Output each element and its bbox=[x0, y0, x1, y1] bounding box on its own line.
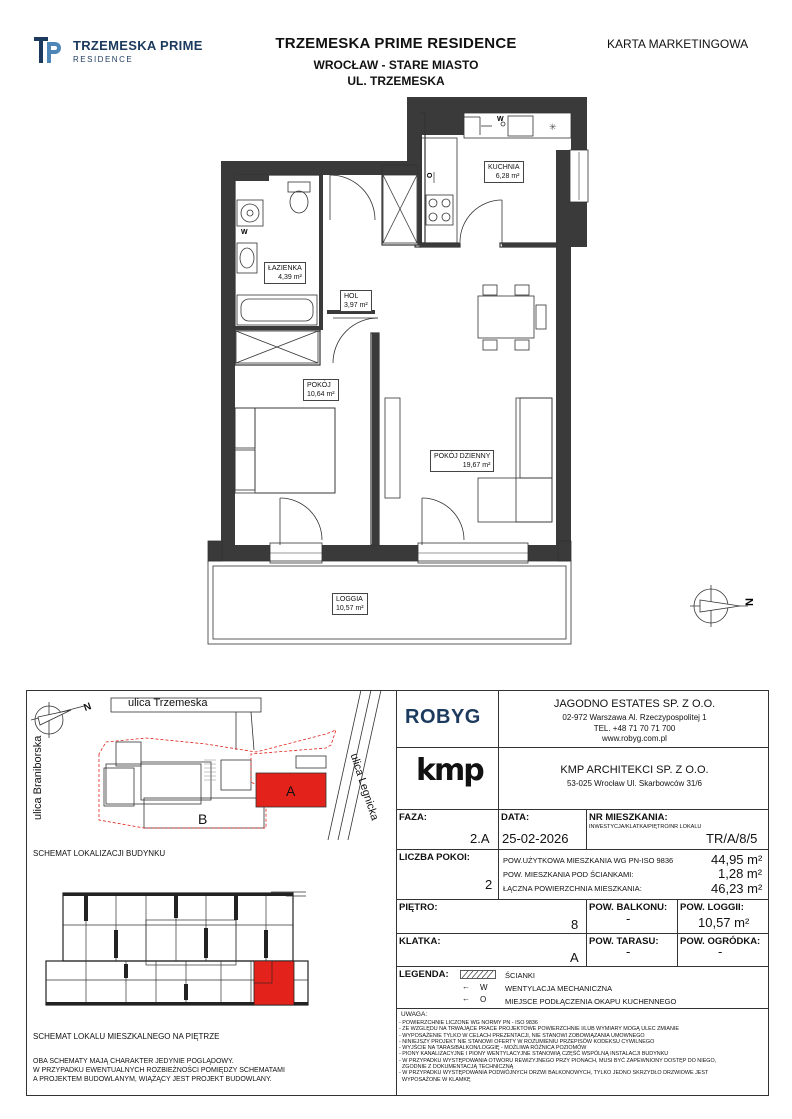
balkon-label: POW. BALKONU: bbox=[589, 902, 668, 913]
room-area: 10,64 m² bbox=[307, 391, 335, 398]
taras-value: - bbox=[626, 944, 631, 959]
note-line: - NINIEJSZY PROJEKT NIE STANOWI OFERTY W ROZUMIENIU PRZEPISÓW KODEKSU CYWILNEGO bbox=[399, 1038, 655, 1045]
room-label-lazienka bbox=[264, 262, 306, 284]
header-location: WROCŁAW - STARE MIASTO bbox=[313, 58, 479, 72]
legend-hood-symbol: O bbox=[480, 995, 487, 1004]
grid-line bbox=[498, 809, 499, 849]
room-label-hol bbox=[340, 290, 372, 312]
faza-label: FAZA: bbox=[399, 812, 427, 823]
faza-value: 2.A bbox=[470, 831, 490, 846]
grid-line bbox=[498, 849, 499, 899]
pietro-value: 8 bbox=[571, 917, 579, 932]
legend-walls: ŚCIANKI bbox=[505, 971, 536, 980]
grid-line bbox=[396, 1008, 769, 1009]
note-line: - ZE WZGLĘDU NA TRWAJĄCE PRACE PROJEKTOWE POWIERZCHNIE I/LUB WYMIARY MOGĄ ULEC ZMIANIE bbox=[399, 1026, 679, 1033]
taras-label: POW. TARASU: bbox=[589, 936, 659, 947]
disclaimer-line: A PROJEKTEM BUDOWLANYM, WIĄŻĄCY JEST PROJEKT BUDOWLANY. bbox=[33, 1076, 272, 1083]
grid-line bbox=[586, 809, 587, 849]
note-line: - PIONY KANALIZACYJNE I PIONY WENTYLACYJNE STANOWIĄ CZĘŚĆ WSPÓLNĄ INSTALACJI BUDYNKU bbox=[399, 1051, 669, 1058]
grid-line bbox=[396, 849, 769, 850]
klatka-value: A bbox=[570, 950, 579, 965]
logo-sub: RESIDENCE bbox=[73, 55, 134, 64]
room-label-dzienny bbox=[430, 450, 494, 472]
nr-sublabel: INWESTYCJA/KLATKA/PIĘTRO/NR LOKALU bbox=[589, 824, 702, 830]
room-name: HOL bbox=[344, 293, 359, 300]
svg-text:W: W bbox=[241, 229, 248, 236]
room-area: 6,28 m² bbox=[495, 173, 520, 180]
data-label: DATA: bbox=[501, 812, 530, 823]
floor-scheme-caption: SCHEMAT LOKALU MIESZKALNEGO NA PIĘTRZE bbox=[33, 1032, 220, 1041]
legend-hood: MIEJSCE PODŁĄCZENIA OKAPU KUCHENNEGO bbox=[505, 997, 677, 1006]
room-name: POKÓJ DZIENNY bbox=[434, 453, 491, 460]
page-title: TRZEMESKA PRIME RESIDENCE bbox=[275, 35, 517, 52]
note-line: - W PRZYPADKU WYSTĘPOWANIA OTWORU REWIZYJNEGO PRZY PIONACH, MUSI BYĆ ZAPEWNIONY DOSTĘP DO NIEGO, bbox=[399, 1057, 717, 1064]
note-line: - W PRZYPADKU WYSTĘPOWANIA PODWÓJNYCH DRZWI BALKONOWYCH, TYLKO JEDNO SKRZYDŁO DRZWIOWE JEST bbox=[399, 1070, 709, 1077]
legend-ventilation: WENTYLACJA MECHANICZNA bbox=[505, 984, 613, 993]
robyg-company: JAGODNO ESTATES SP. Z O.O. bbox=[553, 698, 716, 710]
note-line: - WYPOSAŻENIE TYLKO W CELACH PREZENTACJI, NIE STANOWI ZOBOWIĄZANIA UMOWNEGO bbox=[399, 1032, 645, 1039]
grid-line bbox=[396, 966, 769, 967]
floor-scheme bbox=[26, 880, 396, 1020]
room-label-kuchnia bbox=[484, 161, 524, 183]
legend-label: LEGENDA: bbox=[399, 969, 449, 980]
north-label: N bbox=[744, 598, 756, 606]
site-north-label: N bbox=[82, 701, 93, 714]
area3-value: 46,23 m² bbox=[711, 881, 763, 896]
site-street-legnicka: ulica Legnicka bbox=[347, 752, 381, 823]
area1-value: 44,95 m² bbox=[711, 852, 763, 867]
disclaimer bbox=[33, 1057, 285, 1084]
disclaimer-line: W PRZYPADKU EWENTUALNYCH ROZBIEŻNOŚCI POMIĘDZY SCHEMATAMI bbox=[33, 1067, 285, 1074]
notes-list bbox=[399, 1020, 716, 1083]
balkon-value: - bbox=[626, 911, 631, 926]
area3-label: ŁĄCZNA POWIERZCHNIA MIESZKANIA: bbox=[503, 884, 642, 893]
pietro-label: PIĘTRO: bbox=[399, 902, 438, 913]
room-area: 3,97 m² bbox=[344, 302, 368, 309]
area2-value: 1,28 m² bbox=[718, 866, 763, 881]
room-area: 10,57 m² bbox=[336, 605, 364, 612]
robyg-address: 02-972 Warszawa Al. Rzeczypospolitej 1 bbox=[562, 713, 707, 722]
data-value: 25-02-2026 bbox=[502, 831, 569, 846]
grid-line bbox=[586, 899, 587, 966]
robyg-logo: ROBYG bbox=[405, 706, 481, 728]
ogrodek-label: POW. OGRÓDKA: bbox=[680, 936, 761, 947]
room-name: POKÓJ bbox=[307, 382, 331, 389]
building-a-label: A bbox=[286, 783, 296, 799]
note-line: - POWIERZCHNIE LICZONE WG NORMY PN - ISO 9836 bbox=[399, 1020, 538, 1026]
pokoje-label: LICZBA POKOI: bbox=[399, 852, 470, 863]
kmp-company: KMP ARCHITEKCI SP. Z O.O. bbox=[560, 764, 709, 776]
grid-line bbox=[396, 933, 769, 934]
svg-text:O: O bbox=[427, 172, 434, 178]
loggia-label: POW. LOGGII: bbox=[680, 902, 744, 913]
disclaimer-line: OBA SCHEMATY MAJĄ CHARAKTER JEDYNIE POGLĄDOWY. bbox=[33, 1058, 234, 1065]
legend-ventilation-symbol: W bbox=[480, 983, 488, 992]
svg-text:✳: ✳ bbox=[549, 122, 557, 132]
ogrodek-value: - bbox=[718, 944, 723, 959]
note-line: - WYJŚCIE NA TARAS/BALKON/LOGGIĘ - MOŻLIWA RÓŻNICA POZIOMÓW bbox=[399, 1045, 587, 1052]
panel-divider bbox=[396, 690, 397, 1096]
header-street: UL. TRZEMESKA bbox=[347, 74, 445, 88]
grid-line bbox=[396, 899, 769, 900]
hatch-icon bbox=[460, 970, 496, 979]
kmp-address: 53-025 Wrocław Ul. Skarbowców 31/6 bbox=[566, 779, 703, 788]
nr-label: NR MIESZKANIA: bbox=[589, 812, 668, 823]
robyg-tel: TEL. +48 71 70 71 700 bbox=[593, 724, 676, 733]
room-label-loggia bbox=[332, 593, 368, 615]
room-name: ŁAZIENKA bbox=[268, 265, 302, 272]
arrow-left-icon: ← bbox=[462, 994, 470, 1003]
robyg-web: www.robyg.com.pl bbox=[602, 734, 667, 743]
notes-title: UWAGA: bbox=[401, 1011, 428, 1018]
kmp-logo: kmp bbox=[416, 753, 483, 788]
note-line: WYPOSAŻONE W KLAMKĘ bbox=[399, 1076, 471, 1083]
area1-label: POW.UŻYTKOWA MIESZKANIA WG PN-ISO 9836 bbox=[503, 856, 674, 865]
grid-line bbox=[396, 809, 769, 810]
klatka-label: KLATKA: bbox=[399, 936, 441, 947]
robyg-logo-divider bbox=[498, 690, 499, 809]
area2-label: POW. MIESZKANIA POD ŚCIANKAMI: bbox=[503, 870, 634, 879]
site-plan bbox=[26, 690, 396, 840]
room-area: 4,39 m² bbox=[278, 274, 302, 281]
svg-text:W: W bbox=[497, 116, 504, 123]
logo-name: TRZEMESKA PRIME bbox=[73, 38, 203, 53]
room-name: KUCHNIA bbox=[488, 164, 520, 171]
room-name: LOGGIA bbox=[336, 596, 363, 603]
room-label-pokoj bbox=[303, 379, 339, 401]
arrow-left-icon: ← bbox=[462, 982, 470, 991]
pokoje-value: 2 bbox=[485, 877, 493, 892]
loggia-value: 10,57 m² bbox=[698, 915, 750, 930]
room-area: 19,67 m² bbox=[462, 462, 491, 469]
document-type: KARTA MARKETINGOWA bbox=[607, 37, 749, 51]
grid-line bbox=[677, 899, 678, 966]
site-street-braniborska: ulica Braniborska bbox=[32, 735, 44, 820]
site-caption: SCHEMAT LOKALIZACJI BUDYNKU bbox=[33, 849, 166, 858]
building-b-label: B bbox=[198, 811, 208, 827]
nr-value: TR/A/8/5 bbox=[706, 831, 758, 846]
site-street-trzemeska: ulica Trzemeska bbox=[128, 697, 208, 709]
note-line: ZGODNIE Z DOKUMENTACJĄ TECHNICZNĄ bbox=[399, 1064, 514, 1071]
